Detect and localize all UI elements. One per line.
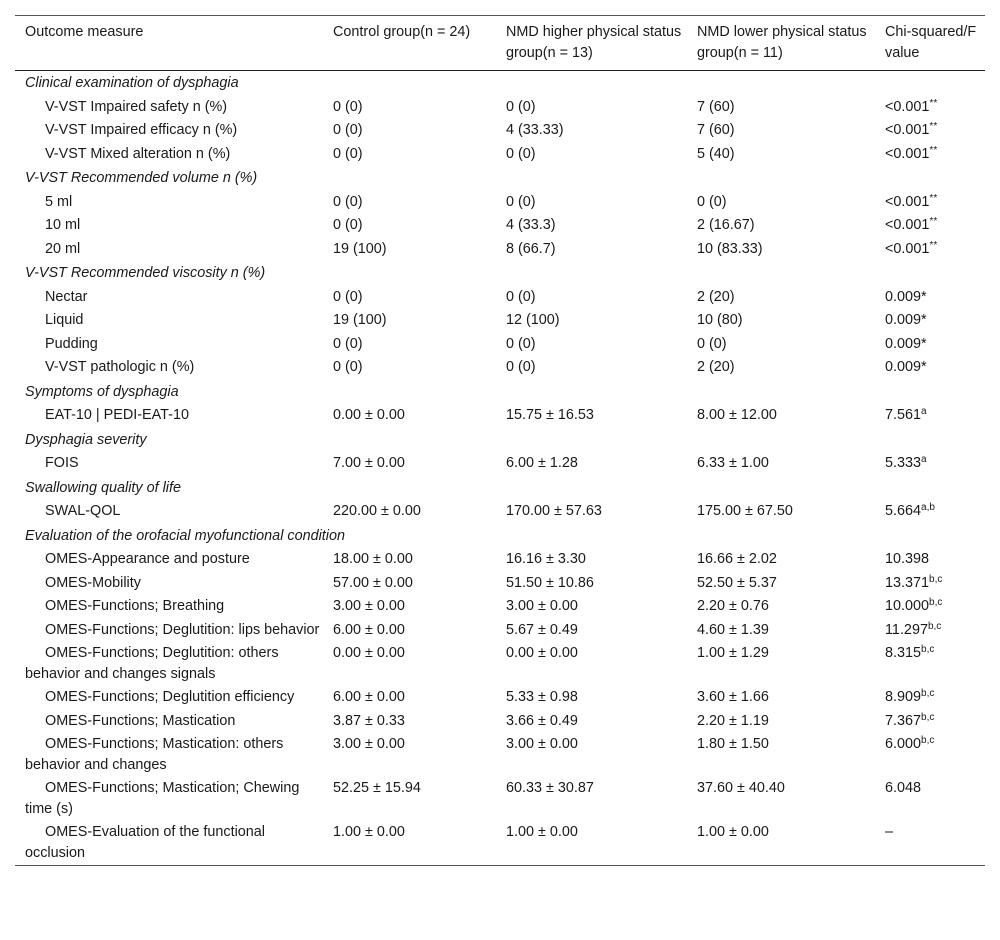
outcome-label-text: V-VST Impaired efficacy n (%)	[45, 122, 238, 138]
nmd-higher-value	[496, 404, 687, 428]
category-label: Swallowing quality of life	[25, 479, 181, 496]
test-statistic-value	[875, 686, 985, 710]
test-statistic-value	[875, 333, 985, 357]
table-row	[15, 500, 985, 524]
nmd-higher-value	[496, 572, 687, 596]
header-control-group: Control group(n = 24)	[333, 24, 471, 40]
outcome-label-text: OMES-Functions; Mastication: others behavior and changes	[25, 736, 284, 773]
control-value	[323, 96, 496, 120]
footnote-marker: a,b	[921, 502, 935, 513]
nmd-higher-value-text: 8 (66.7)	[506, 240, 556, 257]
nmd-lower-value-text: 2 (20)	[697, 359, 735, 375]
footnote-marker: **	[929, 121, 938, 132]
nmd-lower-value-text: 2 (20)	[697, 288, 735, 305]
outcome-label-text: OMES-Functions; Mastication; Chewing time (s)	[25, 780, 300, 817]
category-row	[15, 476, 985, 501]
test-statistic-value	[875, 191, 985, 215]
control-value-text: 3.00 ± 0.00	[333, 598, 405, 614]
outcome-label	[15, 821, 323, 866]
category-label: V-VST Recommended viscosity n (%)	[25, 265, 266, 281]
control-value	[323, 595, 496, 619]
outcome-label	[15, 572, 323, 596]
table-row	[15, 191, 985, 215]
control-value-text: 18.00 ± 0.00	[333, 551, 413, 567]
test-statistic-value-text: 8.909	[885, 689, 922, 705]
nmd-lower-value-text: 2.20 ± 1.19	[697, 712, 769, 729]
outcome-label	[15, 777, 323, 821]
nmd-lower-value-text: 10 (83.33)	[697, 240, 763, 257]
test-statistic-value	[875, 309, 985, 333]
test-statistic-value	[875, 595, 985, 619]
test-statistic-value	[875, 96, 985, 120]
table-row	[15, 309, 985, 333]
nmd-higher-value-text: 15.75 ± 16.53	[506, 407, 594, 423]
test-statistic-value-text: <0.001	[885, 145, 930, 162]
outcome-label-text: 20 ml	[45, 240, 81, 257]
nmd-lower-value	[687, 500, 875, 524]
nmd-lower-value	[687, 143, 875, 167]
outcome-label-text: Pudding	[45, 335, 98, 352]
test-statistic-value	[875, 119, 985, 143]
nmd-lower-value	[687, 777, 875, 821]
category-row	[15, 71, 985, 96]
outcome-label	[15, 710, 323, 734]
outcome-label-text: EAT-10 | PEDI-EAT-10	[45, 407, 189, 423]
footnote-marker: **	[929, 144, 938, 156]
category-label: Symptoms of dysphagia	[25, 383, 179, 400]
results-table-container	[15, 15, 985, 866]
test-statistic-value-text: 7.367	[885, 712, 922, 729]
control-value-text: 0 (0)	[333, 193, 363, 210]
nmd-higher-value	[496, 642, 687, 686]
nmd-higher-value-text: 1.00 ± 0.00	[506, 824, 578, 840]
nmd-lower-value-text: 8.00 ± 12.00	[697, 407, 777, 423]
nmd-higher-value	[496, 710, 687, 734]
test-statistic-value	[875, 710, 985, 734]
nmd-lower-value	[687, 333, 875, 357]
control-value-text: 57.00 ± 0.00	[333, 574, 413, 591]
nmd-lower-value	[687, 595, 875, 619]
footnote-marker: a	[921, 406, 927, 417]
test-statistic-value	[875, 452, 985, 476]
footnote-marker: **	[929, 239, 938, 251]
nmd-higher-value	[496, 733, 687, 777]
table-row	[15, 548, 985, 572]
test-statistic-value-text: <0.001	[885, 122, 930, 138]
control-value	[323, 119, 496, 143]
nmd-lower-value-text: 2 (16.67)	[697, 217, 755, 233]
control-value	[323, 214, 496, 238]
control-value-text: 0.00 ± 0.00	[333, 407, 405, 423]
nmd-higher-value	[496, 821, 687, 866]
test-statistic-value-text: 0.009*	[885, 312, 927, 328]
outcome-label-text: OMES-Functions; Deglutition: lips behavior	[45, 621, 320, 638]
nmd-higher-value-text: 12 (100)	[506, 312, 560, 328]
test-statistic-value	[875, 356, 985, 380]
test-statistic-value	[875, 777, 985, 821]
nmd-higher-value	[496, 96, 687, 120]
nmd-higher-value	[496, 356, 687, 380]
header-nmd-higher-group: NMD higher physical status group(n = 13)	[506, 24, 682, 61]
test-statistic-value-text: <0.001	[885, 98, 930, 115]
header-chi-squared-f-value: Chi-squared/F value	[885, 24, 977, 61]
footnote-marker: **	[929, 192, 938, 204]
outcome-label-text: OMES-Functions; Deglutition: others behavior and changes signals	[25, 645, 279, 682]
control-value-text: 0 (0)	[333, 335, 363, 352]
category-label: V-VST Recommended volume n (%)	[25, 170, 258, 186]
control-value-text: 6.00 ± 0.00	[333, 689, 405, 705]
header-outcome-measure: Outcome measure	[25, 24, 144, 40]
nmd-lower-value-text: 16.66 ± 2.02	[697, 551, 777, 567]
nmd-higher-value	[496, 619, 687, 643]
control-value-text: 0 (0)	[333, 217, 363, 233]
control-value-text: 3.87 ± 0.33	[333, 712, 405, 729]
category-row	[15, 261, 985, 286]
category-row	[15, 166, 985, 191]
control-value-text: 19 (100)	[333, 240, 387, 257]
footnote-marker: b,c	[929, 573, 943, 585]
outcome-label	[15, 238, 323, 262]
nmd-lower-value-text: 10 (80)	[697, 312, 743, 328]
control-value-text: 0.00 ± 0.00	[333, 645, 405, 661]
footnote-marker: b,c	[921, 735, 935, 746]
nmd-higher-value	[496, 238, 687, 262]
control-value-text: 6.00 ± 0.00	[333, 621, 405, 638]
outcome-label-text: OMES-Functions; Deglutition efficiency	[45, 689, 295, 705]
control-value	[323, 548, 496, 572]
control-value	[323, 821, 496, 866]
nmd-lower-value	[687, 572, 875, 596]
test-statistic-value	[875, 500, 985, 524]
test-statistic-value	[875, 143, 985, 167]
nmd-lower-value	[687, 286, 875, 310]
category-row	[15, 428, 985, 453]
outcome-label	[15, 309, 323, 333]
control-value	[323, 191, 496, 215]
category-label: Clinical examination of dysphagia	[25, 75, 239, 91]
control-value	[323, 309, 496, 333]
test-statistic-value-text: <0.001	[885, 217, 930, 233]
control-value	[323, 404, 496, 428]
outcome-label-text: OMES-Appearance and posture	[45, 551, 250, 567]
nmd-lower-value-text: 1.00 ± 1.29	[697, 645, 769, 661]
control-value	[323, 333, 496, 357]
table-row	[15, 96, 985, 120]
nmd-higher-value	[496, 214, 687, 238]
test-statistic-value-text: <0.001	[885, 240, 930, 257]
outcome-label	[15, 686, 323, 710]
control-value	[323, 238, 496, 262]
table-row	[15, 356, 985, 380]
nmd-lower-value	[687, 686, 875, 710]
nmd-higher-value-text: 6.00 ± 1.28	[506, 455, 578, 471]
outcome-label	[15, 143, 323, 167]
control-value	[323, 500, 496, 524]
test-statistic-value-text: 11.297	[885, 621, 928, 638]
control-value-text: 0 (0)	[333, 122, 363, 138]
results-table	[15, 15, 985, 866]
category-label: Dysphagia severity	[25, 431, 147, 448]
outcome-label	[15, 452, 323, 476]
header-nmd-lower-group: NMD lower physical status group(n = 11)	[697, 24, 867, 61]
outcome-label-text: FOIS	[45, 455, 79, 471]
table-row	[15, 642, 985, 686]
nmd-lower-value	[687, 548, 875, 572]
control-value-text: 52.25 ± 15.94	[333, 780, 421, 796]
nmd-higher-value	[496, 595, 687, 619]
nmd-higher-value	[496, 500, 687, 524]
outcome-label-text: OMES-Mobility	[45, 574, 141, 591]
nmd-lower-value	[687, 642, 875, 686]
nmd-higher-value-text: 5.33 ± 0.98	[506, 689, 578, 705]
nmd-higher-value-text: 3.66 ± 0.49	[506, 712, 578, 729]
test-statistic-value-text: 0.009*	[885, 335, 927, 352]
test-statistic-value-text: 13.371	[885, 574, 930, 591]
test-statistic-value-text: 7.561	[885, 407, 922, 423]
test-statistic-value	[875, 238, 985, 262]
table-row	[15, 821, 985, 866]
nmd-higher-value	[496, 452, 687, 476]
table-row	[15, 733, 985, 777]
nmd-lower-value-text: 5 (40)	[697, 145, 735, 162]
nmd-lower-value	[687, 733, 875, 777]
outcome-label-text: Nectar	[45, 288, 88, 305]
control-value	[323, 777, 496, 821]
outcome-label	[15, 96, 323, 120]
control-value-text: 0 (0)	[333, 98, 363, 115]
control-value	[323, 356, 496, 380]
test-statistic-value	[875, 733, 985, 777]
nmd-lower-value-text: 7 (60)	[697, 98, 735, 115]
nmd-higher-value-text: 0.00 ± 0.00	[506, 645, 578, 661]
outcome-label	[15, 119, 323, 143]
outcome-label-text: V-VST pathologic n (%)	[45, 359, 195, 375]
table-body	[15, 71, 985, 866]
footnote-marker: b,c	[921, 711, 935, 723]
nmd-lower-value-text: 6.33 ± 1.00	[697, 455, 769, 471]
nmd-higher-value	[496, 548, 687, 572]
nmd-higher-value	[496, 143, 687, 167]
control-value	[323, 619, 496, 643]
outcome-label-text: 10 ml	[45, 217, 81, 233]
nmd-higher-value	[496, 119, 687, 143]
test-statistic-value-text: 6.000	[885, 736, 922, 752]
table-header	[15, 16, 985, 71]
category-label: Evaluation of the orofacial myofunctional condition	[25, 527, 345, 544]
nmd-lower-value-text: 1.80 ± 1.50	[697, 736, 769, 752]
nmd-lower-value-text: 175.00 ± 67.50	[697, 503, 793, 519]
control-value-text: 220.00 ± 0.00	[333, 503, 421, 519]
nmd-lower-value	[687, 191, 875, 215]
nmd-lower-value-text: 37.60 ± 40.40	[697, 780, 785, 796]
outcome-label-text: V-VST Mixed alteration n (%)	[45, 145, 231, 162]
footnote-marker: b,c	[929, 597, 943, 608]
nmd-higher-value-text: 60.33 ± 30.87	[506, 780, 594, 796]
control-value-text: 1.00 ± 0.00	[333, 824, 405, 840]
nmd-lower-value-text: 4.60 ± 1.39	[697, 621, 769, 638]
nmd-higher-value-text: 3.00 ± 0.00	[506, 736, 578, 752]
control-value	[323, 286, 496, 310]
nmd-higher-value-text: 0 (0)	[506, 359, 536, 375]
outcome-label	[15, 619, 323, 643]
control-value-text: 0 (0)	[333, 288, 363, 305]
outcome-label-text: OMES-Evaluation of the functional occlusion	[25, 824, 265, 861]
nmd-higher-value-text: 0 (0)	[506, 145, 536, 162]
control-value-text: 19 (100)	[333, 312, 387, 328]
outcome-label-text: OMES-Functions; Breathing	[45, 598, 225, 614]
outcome-label-text: SWAL-QOL	[45, 503, 121, 519]
test-statistic-value-text: 8.315	[885, 645, 922, 661]
table-row	[15, 214, 985, 238]
nmd-higher-value-text: 4 (33.3)	[506, 217, 556, 233]
test-statistic-value-text: 10.398	[885, 551, 930, 567]
nmd-lower-value-text: 0 (0)	[697, 335, 727, 352]
control-value-text: 7.00 ± 0.00	[333, 455, 405, 471]
outcome-label	[15, 191, 323, 215]
nmd-higher-value-text: 0 (0)	[506, 335, 536, 352]
nmd-lower-value	[687, 404, 875, 428]
test-statistic-value-text: 10.000	[885, 598, 930, 614]
table-row	[15, 686, 985, 710]
category-row	[15, 380, 985, 405]
test-statistic-value	[875, 572, 985, 596]
table-row	[15, 572, 985, 596]
control-value-text: 0 (0)	[333, 145, 363, 162]
test-statistic-value	[875, 821, 985, 866]
test-statistic-value	[875, 286, 985, 310]
test-statistic-value	[875, 548, 985, 572]
nmd-higher-value-text: 16.16 ± 3.30	[506, 551, 586, 567]
control-value	[323, 733, 496, 777]
outcome-label	[15, 548, 323, 572]
nmd-lower-value	[687, 821, 875, 866]
header-row	[15, 16, 985, 71]
nmd-higher-value-text: 3.00 ± 0.00	[506, 598, 578, 614]
outcome-label-text: V-VST Impaired safety n (%)	[45, 98, 228, 115]
control-value	[323, 642, 496, 686]
test-statistic-value-text: <0.001	[885, 193, 930, 210]
nmd-higher-value-text: 0 (0)	[506, 288, 536, 305]
nmd-higher-value	[496, 777, 687, 821]
test-statistic-value-text: 6.048	[885, 780, 922, 796]
footnote-marker: **	[929, 97, 938, 109]
outcome-label	[15, 642, 323, 686]
test-statistic-value-text: 5.664	[885, 503, 922, 519]
category-row	[15, 524, 985, 549]
outcome-label-text: OMES-Functions; Mastication	[45, 712, 236, 729]
nmd-higher-value	[496, 286, 687, 310]
table-row	[15, 143, 985, 167]
footnote-marker: a	[921, 454, 927, 465]
nmd-lower-value	[687, 619, 875, 643]
nmd-higher-value-text: 51.50 ± 10.86	[506, 574, 594, 591]
outcome-label	[15, 333, 323, 357]
nmd-lower-value	[687, 710, 875, 734]
nmd-higher-value	[496, 333, 687, 357]
nmd-lower-value	[687, 309, 875, 333]
nmd-higher-value-text: 170.00 ± 57.63	[506, 503, 602, 519]
table-row	[15, 286, 985, 310]
outcome-label	[15, 404, 323, 428]
table-row	[15, 404, 985, 428]
nmd-lower-value-text: 52.50 ± 5.37	[697, 574, 777, 591]
test-statistic-value-text: 0.009*	[885, 359, 927, 375]
nmd-lower-value	[687, 238, 875, 262]
table-row	[15, 619, 985, 643]
control-value	[323, 572, 496, 596]
nmd-higher-value-text: 5.67 ± 0.49	[506, 621, 578, 638]
test-statistic-value	[875, 404, 985, 428]
table-row	[15, 333, 985, 357]
nmd-lower-value-text: 7 (60)	[697, 122, 735, 138]
nmd-higher-value	[496, 191, 687, 215]
table-row	[15, 238, 985, 262]
outcome-label	[15, 356, 323, 380]
control-value	[323, 452, 496, 476]
nmd-lower-value-text: 1.00 ± 0.00	[697, 824, 769, 840]
outcome-label	[15, 595, 323, 619]
outcome-label	[15, 214, 323, 238]
outcome-label	[15, 500, 323, 524]
outcome-label	[15, 286, 323, 310]
test-statistic-value-text: –	[885, 824, 894, 840]
nmd-lower-value	[687, 214, 875, 238]
footnote-marker: b,c	[927, 620, 942, 632]
nmd-lower-value	[687, 119, 875, 143]
control-value-text: 0 (0)	[333, 359, 363, 375]
nmd-lower-value-text: 3.60 ± 1.66	[697, 689, 769, 705]
control-value	[323, 710, 496, 734]
footnote-marker: b,c	[921, 644, 935, 655]
test-statistic-value	[875, 214, 985, 238]
table-row	[15, 710, 985, 734]
test-statistic-value-text: 0.009*	[885, 288, 927, 305]
outcome-label-text: Liquid	[45, 312, 84, 328]
nmd-higher-value	[496, 309, 687, 333]
table-row	[15, 777, 985, 821]
table-row	[15, 452, 985, 476]
table-row	[15, 119, 985, 143]
nmd-lower-value	[687, 96, 875, 120]
table-row	[15, 595, 985, 619]
control-value	[323, 143, 496, 167]
nmd-higher-value-text: 4 (33.33)	[506, 122, 564, 138]
test-statistic-value-text: 5.333	[885, 455, 922, 471]
outcome-label	[15, 733, 323, 777]
test-statistic-value	[875, 619, 985, 643]
footnote-marker: **	[929, 216, 938, 227]
nmd-lower-value-text: 0 (0)	[697, 193, 727, 210]
nmd-lower-value-text: 2.20 ± 0.76	[697, 598, 769, 614]
nmd-higher-value-text: 0 (0)	[506, 98, 536, 115]
control-value	[323, 686, 496, 710]
nmd-lower-value	[687, 452, 875, 476]
nmd-lower-value	[687, 356, 875, 380]
nmd-higher-value	[496, 686, 687, 710]
control-value-text: 3.00 ± 0.00	[333, 736, 405, 752]
nmd-higher-value-text: 0 (0)	[506, 193, 536, 210]
footnote-marker: b,c	[921, 688, 935, 699]
test-statistic-value	[875, 642, 985, 686]
outcome-label-text: 5 ml	[45, 193, 73, 210]
